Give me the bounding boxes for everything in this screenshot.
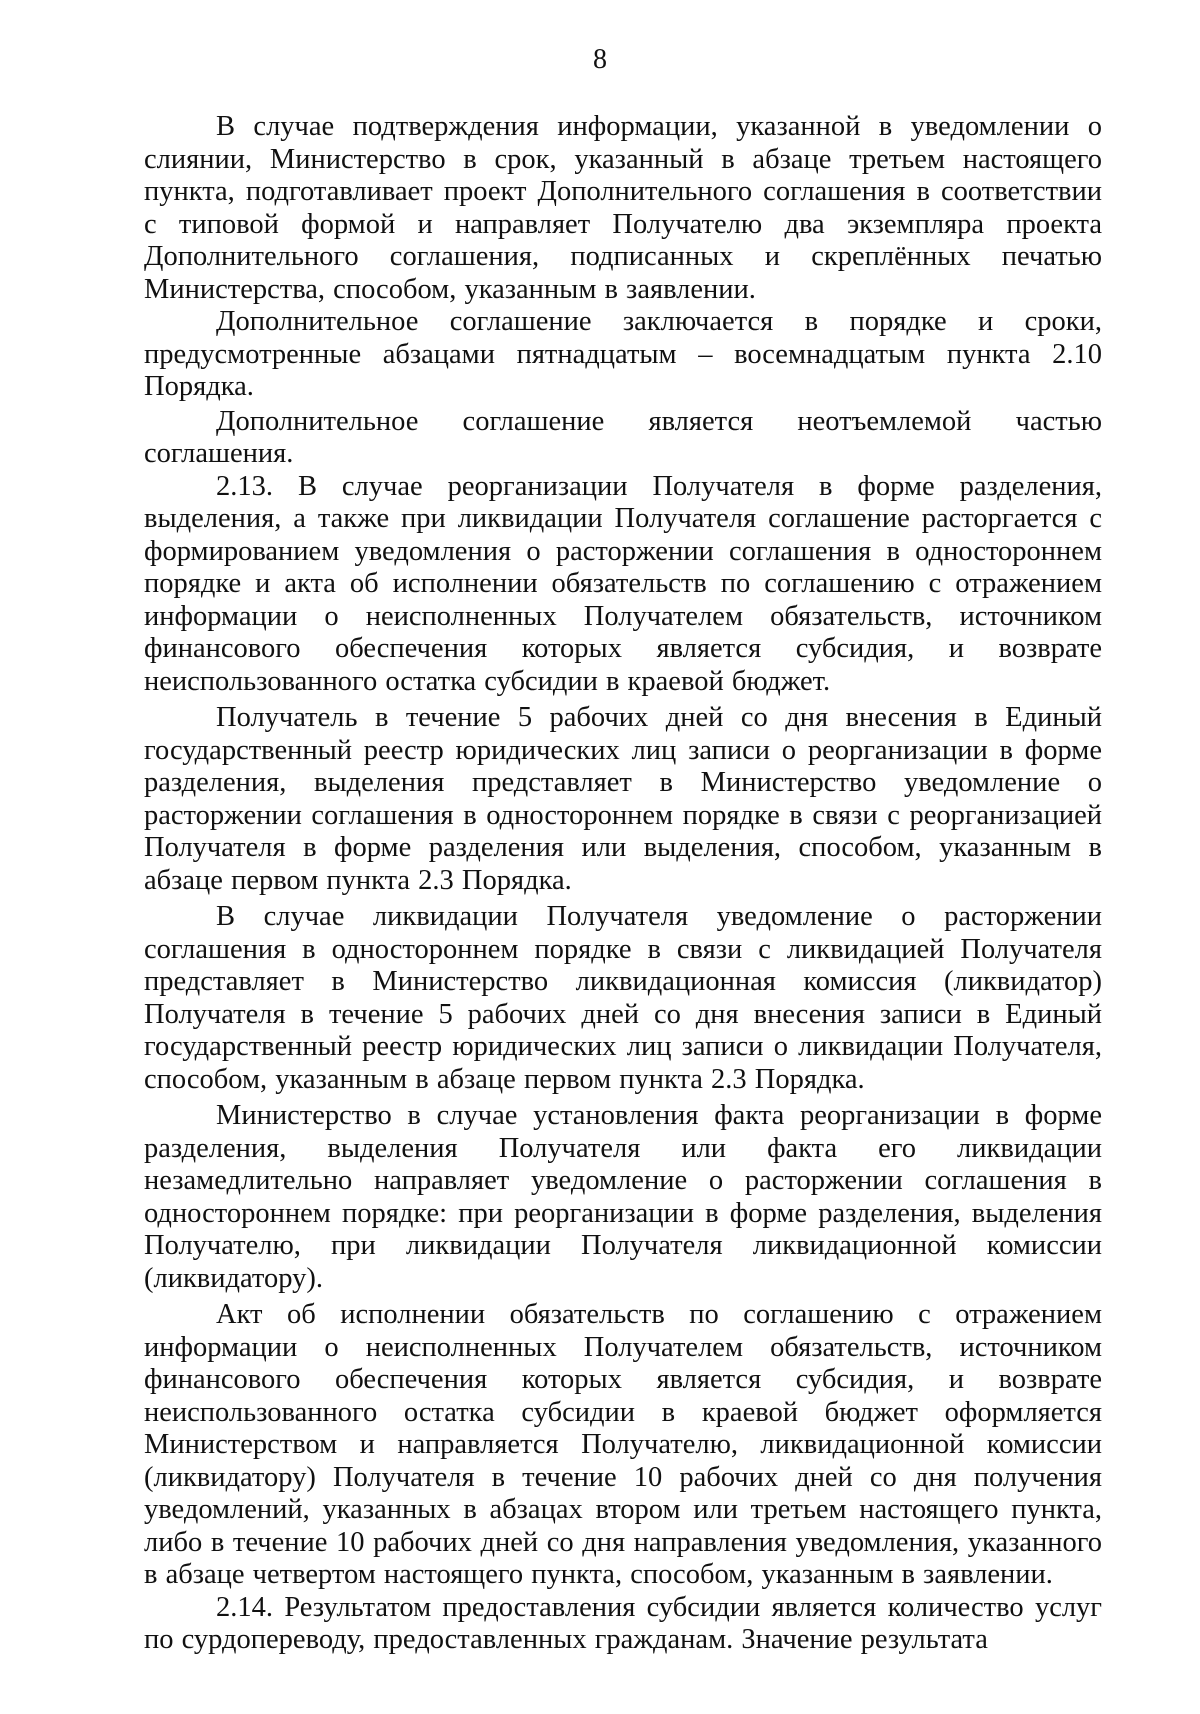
paragraph-section-2-14: 2.14. Результатом предоставления субсидии является количество услуг по сурдопереводу, предоставленных гражданам. Значение результата [144,1591,1102,1655]
paragraph-ministry-notice: Министерство в случае установления факта реорганизации в форме разделения, выделения Получателя или факта его ликвидации незамедлительно направляет уведомление о расторжении соглашения в одностороннем порядке: при реорганизации в форме разделения, выделения Получателю, при ликвидации Получателя ликвидационной комиссии (ликвидатору). [144,1100,1102,1294]
paragraph-liquidation-notice: В случае ликвидации Получателя уведомление о расторжении соглашения в одностороннем порядке в связи с ликвидацией Получателя представляет в Министерство ликвидационная комиссия (ликвидатор) Получателя в течение 5 рабочих дней со дня внесения записи в Единый государственный реестр юридических лиц записи о ликвидации Получателя, способом, указанным в абзаце первом пункта 2.3 Порядка. [144,901,1102,1095]
paragraph-additional-agreement-integral: Дополнительное соглашение является неотъемлемой частью соглашения. [144,405,1102,469]
paragraph-recipient-notice: Получатель в течение 5 рабочих дней со дня внесения в Единый государственный реестр юридических лиц записи о реорганизации в форме разделения, выделения представляет в Министерство уведомление о расторжении соглашения в одностороннем порядке в связи с реорганизацией Получателя в форме разделения или выделения, способом, указанным в абзаце первом пункта 2.3 Порядка. [144,702,1102,896]
paragraph-obligations-act: Акт об исполнении обязательств по соглашению с отражением информации о неисполненных Получателем обязательств, источником финансового обеспечения которых является субсидия, и возврате неиспользованного остатка субсидии в краевой бюджет оформляется Министерством и направляется Получателю, ликвидационной комиссии (ликвидатору) Получателя в течение 10 рабочих дней со дня получения уведомлений, указанных в абзацах втором или третьем настоящего пункта, либо в течение 10 рабочих дней со дня направления уведомления, указанного в абзаце четвертом настоящего пункта, способом, указанным в заявлении. [144,1299,1102,1590]
paragraph-merger-confirmation: В случае подтверждения информации, указанной в уведомлении о слиянии, Министерство в срок, указанный в абзаце третьем настоящего пункта, подготавливает проект Дополнительного соглашения в соответствии с типовой формой и направляет Получателю два экземпляра проекта Дополнительного соглашения, подписанных и скреплённых печатью Министерства, способом, указанным в заявлении. [144,111,1102,305]
page-number: 8 [593,44,607,75]
paragraph-section-2-13: 2.13. В случае реорганизации Получателя в форме разделения, выделения, а также при ликвидации Получателя соглашение расторгается с формированием уведомления о расторжении соглашения в одностороннем порядке и акта об исполнении обязательств по соглашению с отражением информации о неисполненных Получателем обязательств, источником финансового обеспечения которых является субсидия, и возврате неиспользованного остатка субсидии в краевой бюджет. [144,470,1102,697]
document-body [144,111,1102,1657]
paragraph-additional-agreement-terms: Дополнительное соглашение заключается в порядке и сроки, предусмотренные абзацами пятнадцатым – восемнадцатым пункта 2.10 Порядка. [144,306,1102,402]
